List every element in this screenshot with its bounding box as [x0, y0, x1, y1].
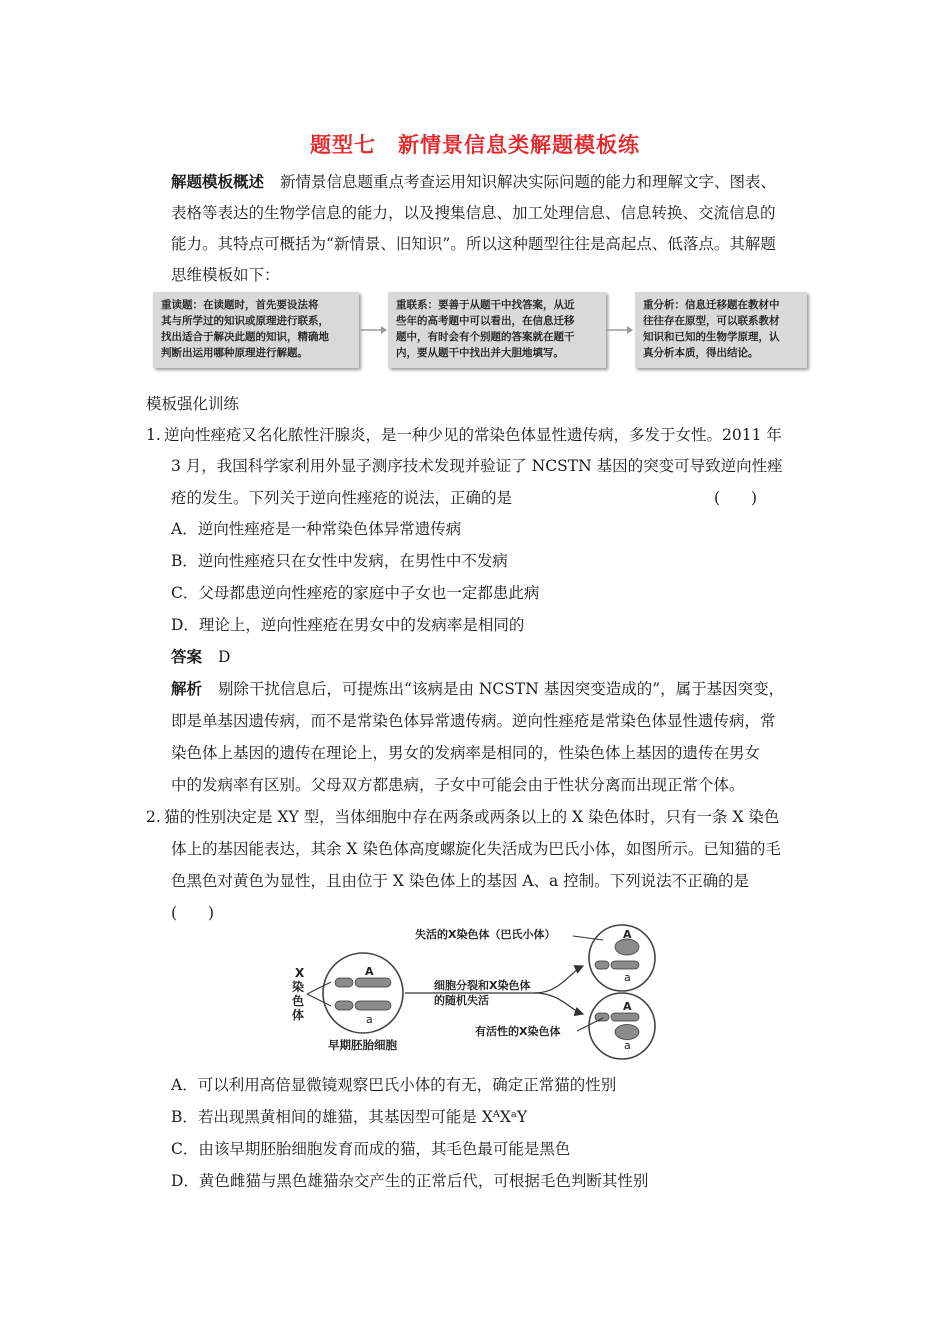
q2-number: 2.: [146, 808, 161, 826]
q1-analysis-4: 中的发病率有区别。父母双方都患病，子女中可能会由于性状分离而出现正常个体。: [171, 776, 745, 794]
answer-label: 答案: [171, 647, 203, 666]
q1-number: 1.: [146, 426, 161, 444]
q1-analysis-3: 染色体上基因的遗传在理论上，男女的发病率是相同的，性染色体上基因的遗传在男女: [171, 744, 761, 762]
gene-a-recessive-label: a: [366, 1013, 373, 1026]
q1-option-a: A．逆向性痤疮是一种常染色体异常遗传病: [171, 520, 462, 538]
q2-stem-2: 体上的基因能表达，其余 X 染色体高度螺旋化失活成为巴氏小体，如图所示。已知猫的毛: [171, 840, 781, 858]
embryo-cell: [323, 953, 403, 1033]
arrow-right-icon: [627, 326, 633, 334]
overview-text-1: 新情景信息题重点考查运用知识解决实际问题的能力和理解文字、图表、: [280, 173, 777, 191]
svg-text:A: A: [623, 928, 632, 941]
page-title: 题型七 新情景信息类解题模板练: [310, 132, 640, 157]
arrow-right-icon: [381, 326, 387, 334]
overview-line-3: 能力。其特点可概括为“新情景、旧知识”。所以这种题型往往是高起点、低落点。其解题: [171, 235, 776, 253]
q1-analysis-2: 即是单基因遗传病，而不是常染色体异常遗传病。逆向性痤疮是常染色体显性遗传病，常: [171, 712, 776, 730]
answer-value: D: [218, 648, 231, 666]
analysis-label: 解析: [171, 679, 203, 698]
q1-option-d: D．理论上，逆向性痤疮在男女中的发病率是相同的: [171, 616, 525, 634]
flow-arrows: [359, 322, 639, 338]
barr-body: [615, 939, 639, 955]
inactive-x-label: 失活的X染色体（巴氏小体）: [415, 928, 556, 941]
q1-option-b: B．逆向性痤疮只在女性中发病，在男性中不发病: [171, 552, 508, 570]
flow-box-reread: 重读题：在读题时，首先要设法将 其与所学过的知识或原理进行联系， 找出适合于解决此题的知识，精确地 判断出运用哪种原理进行解题。: [153, 292, 359, 368]
q2-stem-3: 色黑色对黄色为显性，且由位于 X 染色体上的基因 A、a 控制。下列说法不正确的是: [171, 872, 750, 890]
flow-box-connect: 重联系：要善于从题干中找答案，从近 些年的高考题中可以看出，在信息迁移 题中，有时会有个别题的答案就在题干 内，要从题干中找出并大胆地填写。: [388, 292, 606, 368]
q2-stem-4: ( ): [171, 904, 215, 922]
q1-stem-2: 3 月，我国科学家利用外显子测序技术发现并验证了 NCSTN 基因的突变可导致逆向性痤: [171, 457, 783, 475]
q1-stem-1: 逆向性痤疮又名化脓性汗腺炎，是一种少见的常染色体显性遗传病，多发于女性。2011 年: [164, 426, 782, 444]
active-x-label: 有活性的X染色体: [475, 1025, 561, 1038]
daughter-cell-upper: [589, 925, 655, 991]
overview-label: 解题模板概述: [171, 172, 265, 191]
svg-text:A: A: [623, 1000, 632, 1013]
x-label-char: 色: [292, 994, 305, 1008]
x-inactivation-figure: [285, 922, 665, 1062]
q2-option-b: B．若出现黑黄相间的雄猫，其基因型可能是 XᴬXᵃY: [171, 1108, 528, 1126]
flow-box-analyze: 重分析：信息迁移题在教材中 往往存在原型，可以联系教材 知识和已知的生物学原理，认 真分析本质，得出结论。: [635, 292, 807, 368]
overview-line-2: 表格等表达的生物学信息的能力，以及搜集信息、加工处理信息、信息转换、交流信息的: [171, 204, 776, 222]
x-label-char: 体: [292, 1008, 305, 1022]
q1-analysis-1: [171, 679, 784, 699]
q2-stem-1: 猫的性别决定是 XY 型，当体细胞中存在两条或两条以上的 X 染色体时，只有一条 X 染色: [164, 808, 780, 826]
q2-option-c: C．由该早期胚胎细胞发育而成的猫，其毛色最可能是黑色: [171, 1140, 571, 1158]
arrow-label-2: 的随机失活: [434, 994, 489, 1007]
training-heading: 模板强化训练: [146, 395, 240, 413]
q1-stem-3: 疮的发生。下列关于逆向性痤疮的说法，正确的是: [171, 489, 513, 507]
arrow-label-1: 细胞分裂和X染色体: [434, 979, 531, 992]
q2-option-a: A．可以利用高倍显微镜观察巴氏小体的有无，确定正常猫的性别: [171, 1076, 617, 1094]
x-label-char: 染: [292, 980, 305, 994]
analysis-text-1: 剔除干扰信息后，可提炼出“该病是由 NCSTN 基因突变造成的”，属于基因突变，: [218, 680, 785, 698]
overview-line-1: [171, 172, 776, 192]
svg-text:a: a: [624, 971, 631, 984]
overview-line-4: 思维模板如下：: [171, 266, 280, 284]
x-label-char: X: [295, 966, 305, 980]
q2-option-d: D．黄色雌猫与黑色雄猫杂交产生的正常后代，可根据毛色判断其性别: [171, 1172, 649, 1190]
q1-answer: [171, 647, 230, 667]
gene-a-dominant-label: A: [365, 965, 374, 978]
q1-option-c: C．父母都患逆向性痤疮的家庭中子女也一定都患此病: [171, 584, 540, 602]
q1-answer-paren: ( ): [714, 489, 758, 507]
svg-text:a: a: [624, 1039, 631, 1052]
embryo-cell-label: 早期胚胎细胞: [328, 1038, 397, 1052]
